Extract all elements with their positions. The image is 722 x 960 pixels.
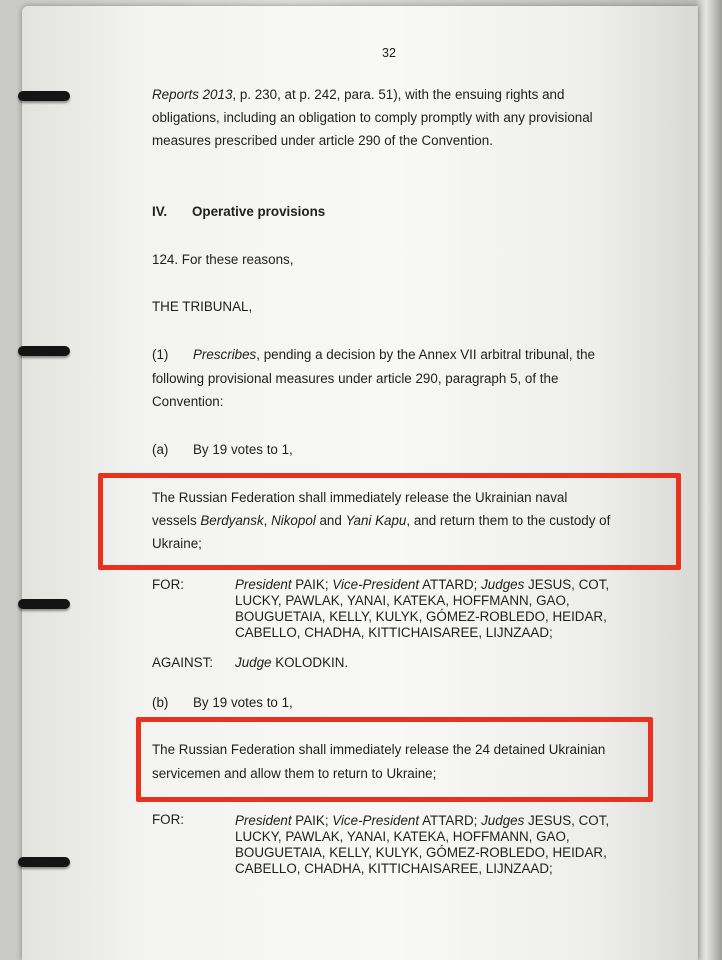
measure-b-text-2: servicemen and allow them to return to Ukraine;: [152, 766, 437, 781]
paragraph-124: 124. For these reasons,: [152, 252, 294, 267]
binder-ring: [18, 91, 70, 101]
prescribes-line-3: Convention:: [152, 394, 224, 409]
prescribes-number: (1): [152, 347, 169, 362]
section-number: IV.: [152, 204, 168, 219]
measure-b-for-line-1: President PAIK; Vice-President ATTARD; Judges JESUS, COT,: [235, 813, 610, 828]
prescribes-line-1: Prescribes, pending a decision by the Annex VII arbitral tribunal, the: [193, 347, 595, 362]
measure-a-text-1: The Russian Federation shall immediately release the Ukrainian naval: [152, 490, 568, 505]
measure-a-label: (a): [152, 442, 169, 457]
measure-a-for-line-1: President PAIK; Vice-President ATTARD; Judges JESUS, COT,: [235, 577, 610, 592]
intro-line-3: measures prescribed under article 290 of the Convention.: [152, 133, 493, 148]
binder-ring: [18, 857, 70, 867]
measure-a-for-line-2: LUCKY, PAWLAK, YANAI, KATEKA, HOFFMANN, GAO,: [235, 593, 570, 608]
measure-b-text-1: The Russian Federation shall immediately release the 24 detained Ukrainian: [152, 742, 606, 757]
measure-b-for-line-4: CABELLO, CHADHA, KITTICHAISAREE, LIJNZAAD;: [235, 861, 553, 876]
measure-a-for-line-3: BOUGUETAIA, KELLY, KULYK, GÓMEZ-ROBLEDO, HEIDAR,: [235, 609, 607, 624]
measure-a-against-label: AGAINST:: [152, 655, 214, 670]
stacked-pages-edge: [696, 0, 722, 960]
measure-b-for-line-3: BOUGUETAIA, KELLY, KULYK, GÓMEZ-ROBLEDO, HEIDAR,: [235, 845, 607, 860]
page-number: 32: [382, 46, 396, 60]
measure-a-against-line: Judge KOLODKIN.: [235, 655, 349, 670]
measure-b-for-line-2: LUCKY, PAWLAK, YANAI, KATEKA, HOFFMANN, GAO,: [235, 829, 570, 844]
prescribes-line-2: following provisional measures under article 290, paragraph 5, of the: [152, 371, 559, 386]
intro-line-1: Reports 2013, p. 230, at p. 242, para. 51), with the ensuing rights and: [152, 87, 565, 102]
intro-line-2: obligations, including an obligation to comply promptly with any provisional: [152, 110, 593, 125]
binder-ring: [18, 599, 70, 609]
measure-a-text-2: vessels Berdyansk, Nikopol and Yani Kapu, and return them to the custody of: [152, 513, 611, 528]
measure-a-text-3: Ukraine;: [152, 536, 202, 551]
section-title: Operative provisions: [192, 204, 326, 219]
measure-a-for-label: FOR:: [152, 577, 184, 592]
measure-b-label: (b): [152, 695, 169, 710]
measure-b-for-label: FOR:: [152, 812, 184, 827]
measure-a-votes: By 19 votes to 1,: [193, 442, 293, 457]
tribunal-heading: THE TRIBUNAL,: [152, 299, 253, 314]
measure-b-votes: By 19 votes to 1,: [193, 695, 293, 710]
measure-a-for-line-4: CABELLO, CHADHA, KITTICHAISAREE, LIJNZAAD;: [235, 625, 553, 640]
binder-ring: [18, 346, 70, 356]
